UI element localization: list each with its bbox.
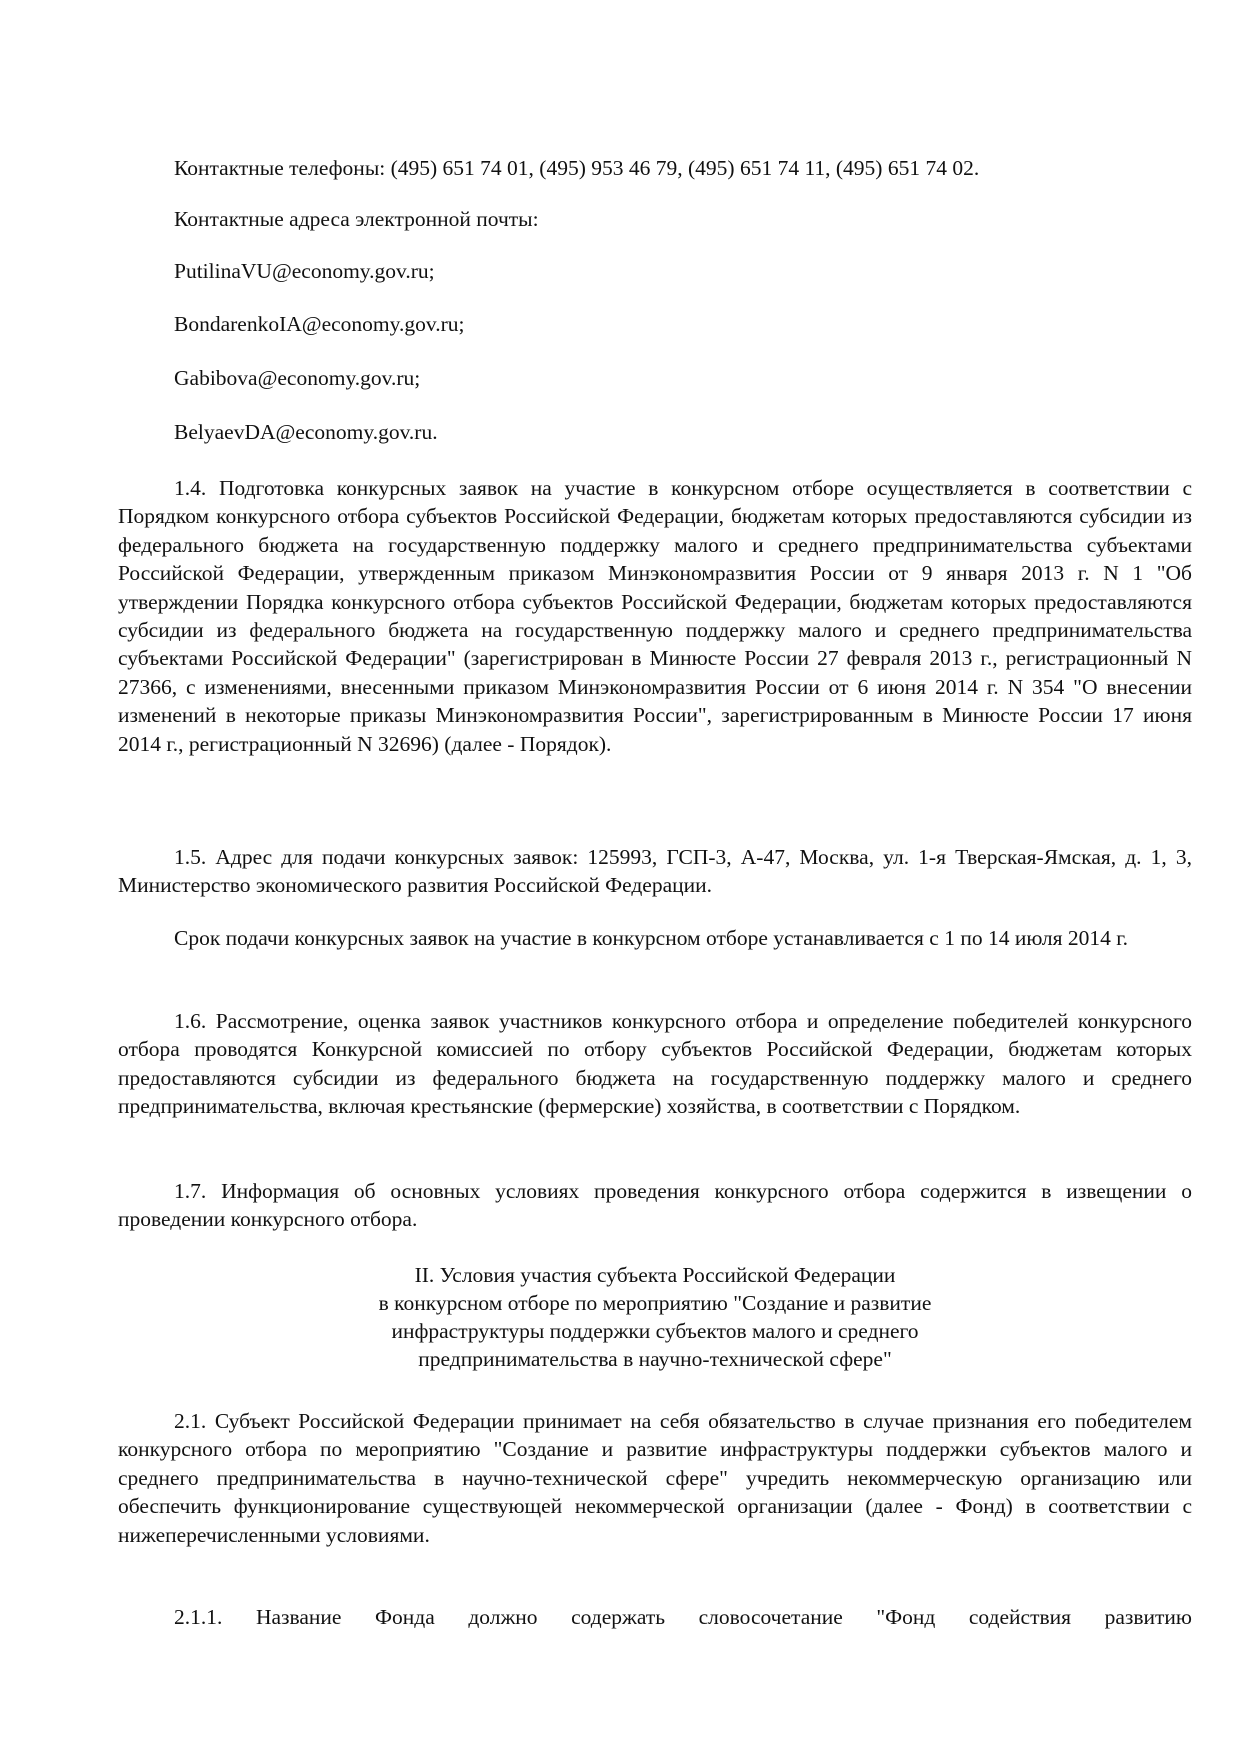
- email-link[interactable]: PutilinaVU@economy.gov.ru;: [174, 259, 435, 283]
- paragraph-2-1-1: 2.1.1. Название Фонда должно содержать словосочетание "Фонд содействия развитию: [174, 1605, 1192, 1629]
- paragraph-1-4: 1.4. Подготовка конкурсных заявок на участие в конкурсном отборе осуществляется в соответствии с Порядком конкурсного отбора субъектов Российской Федерации, бюджетам которых предоставляются субсидии из федерального бюджета на государственную поддержку малого и среднего предпринимательства субъектами Российской Федерации, утвержденным приказом Минэкономразвития России от 9 января 2013 г. N 1 "Об утверждении Порядка конкурсного отбора субъектов Российской Федерации, бюджетам которых предоставляются субсидии из федерального бюджета на государственную поддержку малого и среднего предпринимательства субъектами Российской Федерации" (зарегистрирован в Минюсте России 27 февраля 2013 г., регистрационный N 27366, с изменениями, внесенными приказом Минэкономразвития России от 6 июня 2014 г. N 354 "О внесении изменений в некоторые приказы Минэкономразвития России", зарегистрированным в Минюсте России 17 июня 2014 г., регистрационный N 32696) (далее - Порядок).: [118, 476, 1192, 756]
- paragraph-1-7: 1.7. Информация об основных условиях проведения конкурсного отбора содержится в извещении о проведении конкурсного отбора.: [118, 1179, 1192, 1232]
- contact-phones: Контактные телефоны: (495) 651 74 01, (495) 953 46 79, (495) 651 74 11, (495) 651 74 02.: [174, 156, 980, 180]
- paragraph-1-5: 1.5. Адрес для подачи конкурсных заявок: 125993, ГСП-3, А-47, Москва, ул. 1-я Тверская-Ямская, д. 1, 3, Министерство экономического развития Российской Федерации.: [118, 845, 1192, 898]
- email-link[interactable]: BelyaevDA@economy.gov.ru.: [174, 420, 438, 444]
- paragraph-deadline: Срок подачи конкурсных заявок на участие в конкурсном отборе устанавливается с 1 по 14 июля 2014 г.: [174, 926, 1129, 950]
- heading-line: инфраструктуры поддержки субъектов малого и среднего: [391, 1319, 919, 1343]
- heading-line: предпринимательства в научно-технической сфере": [418, 1347, 892, 1371]
- paragraph-1-6: 1.6. Рассмотрение, оценка заявок участников конкурсного отбора и определение победителей конкурсного отбора проводятся Конкурсной комиссией по отбору субъектов Российской Федерации, бюджетам которых предоставляются субсидии из федерального бюджета на государственную поддержку малого и среднего предпринимательства, включая крестьянские (фермерские) хозяйства, в соответствии с Порядком.: [118, 1009, 1192, 1119]
- heading-line: II. Условия участия субъекта Российской Федерации: [414, 1263, 896, 1287]
- emails-label: Контактные адреса электронной почты:: [174, 207, 539, 231]
- heading-line: в конкурсном отборе по мероприятию "Создание и развитие: [378, 1291, 932, 1315]
- email-link[interactable]: BondarenkoIA@economy.gov.ru;: [174, 312, 465, 336]
- email-link[interactable]: Gabibova@economy.gov.ru;: [174, 366, 421, 390]
- paragraph-2-1: 2.1. Субъект Российской Федерации принимает на себя обязательство в случае признания его победителем конкурсного отбора по мероприятию "Создание и развитие инфраструктуры поддержки субъектов малого и среднего предпринимательства в научно-технической сфере" учредить некоммерческую организацию или обеспечить функционирование существующей некоммерческой организации (далее - Фонд) в соответствии с нижеперечисленными условиями.: [118, 1409, 1192, 1547]
- section-2-heading: [118, 1261, 1192, 1373]
